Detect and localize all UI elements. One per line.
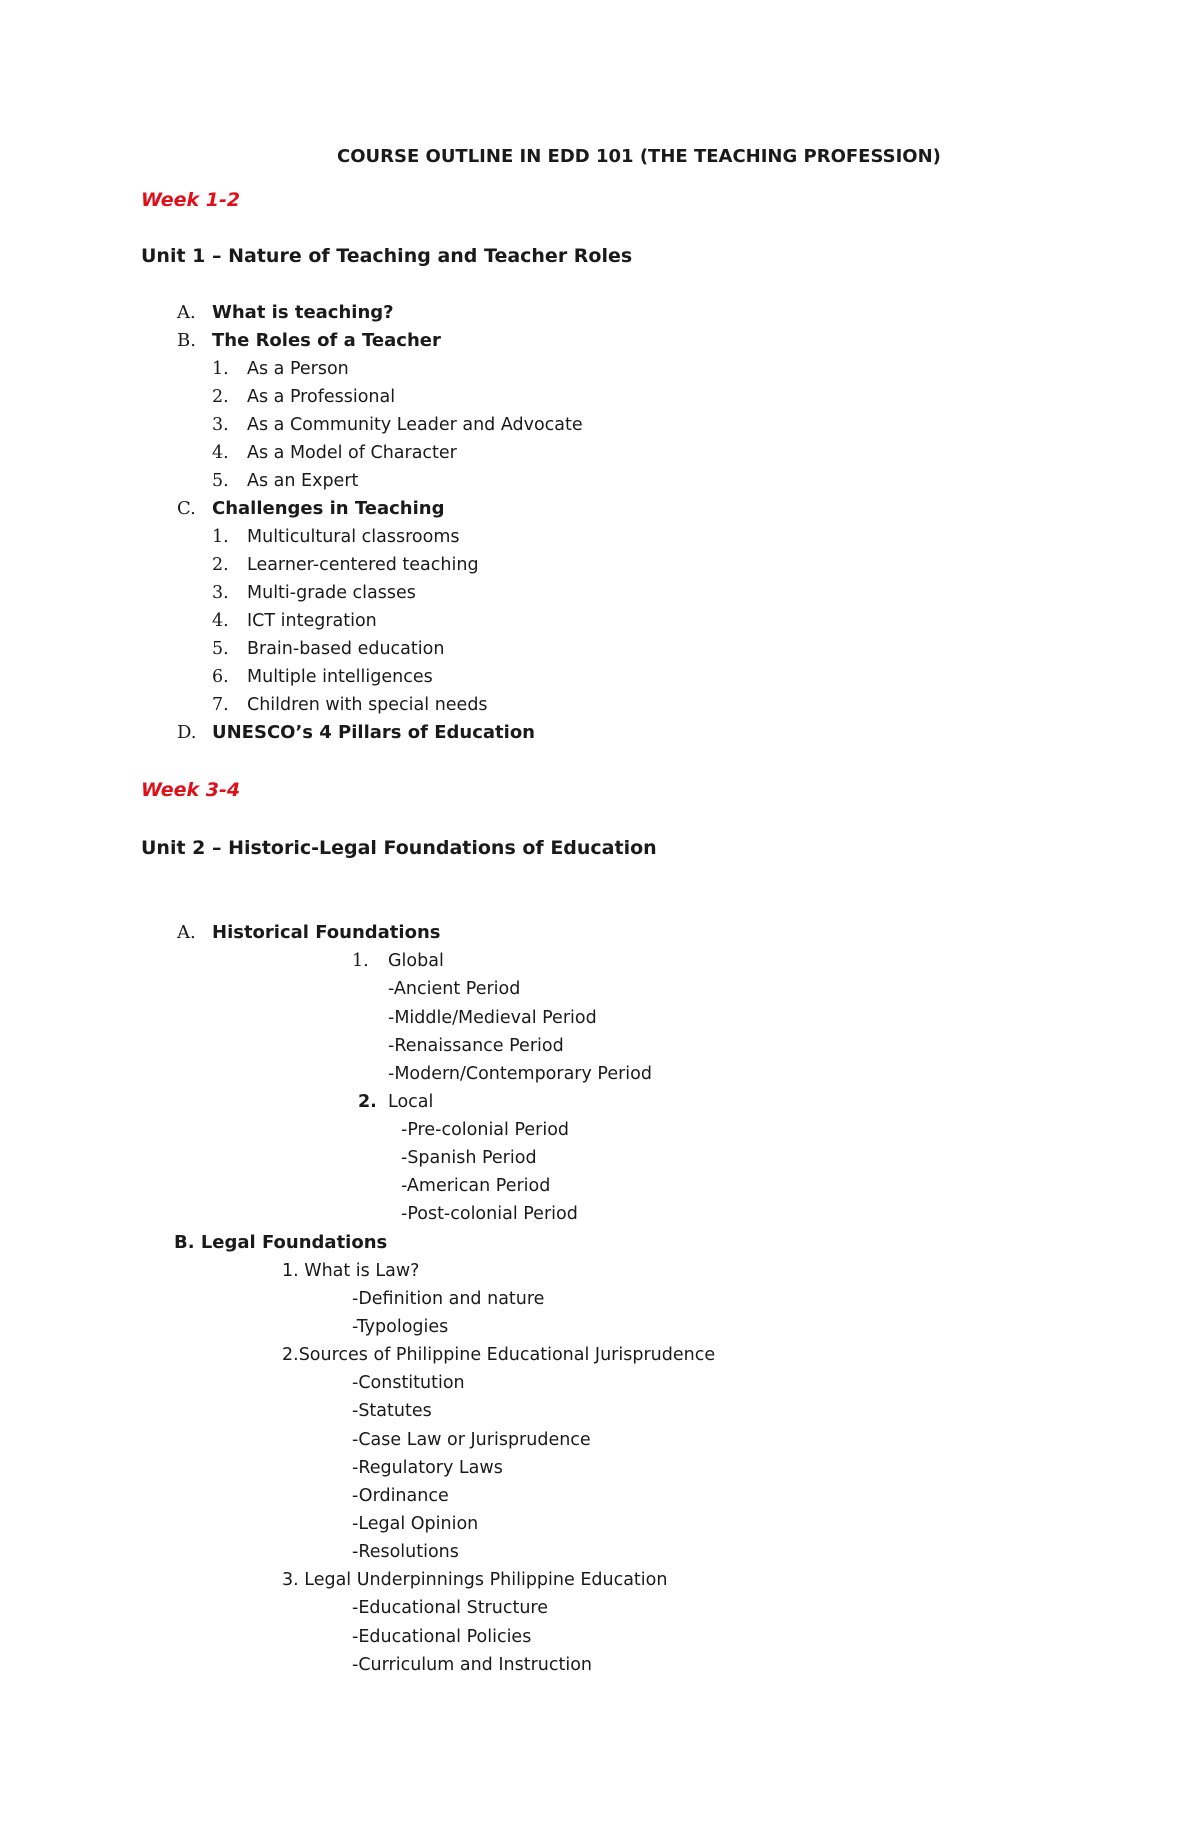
period-item: -Pre-colonial Period: [401, 1120, 570, 1140]
period-item: -Middle/Medieval Period: [388, 1008, 597, 1028]
section-heading: The Roles of a Teacher: [212, 330, 441, 351]
list-item: As a Community Leader and Advocate: [247, 415, 583, 435]
list-item: As a Person: [247, 359, 349, 379]
item-number: 3.: [212, 415, 229, 435]
sub-item: -Statutes: [352, 1401, 432, 1421]
list-item: As a Model of Character: [247, 443, 457, 463]
list-item: As an Expert: [247, 471, 359, 491]
list-item: 2.Sources of Philippine Educational Jurisprudence: [282, 1345, 716, 1365]
list-item: Local: [388, 1092, 434, 1112]
list-item: Multicultural classrooms: [247, 527, 460, 547]
week-1-2-label: Week 1-2: [141, 189, 241, 211]
list-item: As a Professional: [247, 387, 396, 407]
period-item: -Spanish Period: [401, 1148, 537, 1168]
period-item: -Post-colonial Period: [401, 1204, 578, 1224]
document-title: COURSE OUTLINE IN EDD 101 (THE TEACHING PROFESSION): [337, 146, 941, 167]
period-item: -Ancient Period: [388, 979, 521, 999]
period-item: -Renaissance Period: [388, 1036, 564, 1056]
unit-2-heading: Unit 2 – Historic-Legal Foundations of Education: [141, 837, 657, 859]
list-item: Global: [388, 951, 444, 971]
sub-item: -Definition and nature: [352, 1289, 545, 1309]
item-number: 7.: [212, 695, 229, 715]
item-number: 5.: [212, 471, 229, 491]
section-letter: C.: [177, 498, 196, 519]
period-item: -American Period: [401, 1176, 551, 1196]
item-number: 2.: [212, 555, 229, 575]
sub-item: -Resolutions: [352, 1542, 459, 1562]
sub-item: -Constitution: [352, 1373, 465, 1393]
period-item: -Modern/Contemporary Period: [388, 1064, 652, 1084]
item-number: 6.: [212, 667, 229, 687]
section-letter: B.: [177, 330, 196, 351]
week-3-4-label: Week 3-4: [141, 779, 241, 801]
list-item: 3. Legal Underpinnings Philippine Education: [282, 1570, 668, 1590]
list-item: Multi-grade classes: [247, 583, 416, 603]
list-item: Children with special needs: [247, 695, 488, 715]
sub-item: -Educational Structure: [352, 1598, 548, 1618]
section-heading: Historical Foundations: [212, 922, 441, 943]
section-heading: What is teaching?: [212, 302, 394, 323]
section-heading: B. Legal Foundations: [174, 1232, 388, 1253]
item-number: 4.: [212, 443, 229, 463]
sub-item: -Curriculum and Instruction: [352, 1655, 592, 1675]
section-letter: D.: [177, 722, 197, 743]
list-item: 1. What is Law?: [282, 1261, 420, 1281]
section-heading: Challenges in Teaching: [212, 498, 445, 519]
sub-item: -Ordinance: [352, 1486, 449, 1506]
sub-item: -Legal Opinion: [352, 1514, 479, 1534]
item-number: 1.: [212, 359, 229, 379]
list-item: Learner-centered teaching: [247, 555, 479, 575]
item-number: 2.: [212, 387, 229, 407]
item-number: 5.: [212, 639, 229, 659]
list-item: Brain-based education: [247, 639, 445, 659]
unit-1-heading: Unit 1 – Nature of Teaching and Teacher Roles: [141, 245, 633, 267]
section-heading: UNESCO’s 4 Pillars of Education: [212, 722, 535, 743]
sub-item: -Regulatory Laws: [352, 1458, 503, 1478]
sub-item: -Typologies: [352, 1317, 449, 1337]
item-number: 4.: [212, 611, 229, 631]
list-item: ICT integration: [247, 611, 377, 631]
list-item: Multiple intelligences: [247, 667, 433, 687]
sub-item: -Educational Policies: [352, 1627, 532, 1647]
item-number: 3.: [212, 583, 229, 603]
section-letter: A.: [177, 922, 196, 943]
item-number: 1.: [352, 951, 369, 971]
section-letter: A.: [177, 302, 196, 323]
item-number: 2.: [358, 1092, 377, 1112]
item-number: 1.: [212, 527, 229, 547]
sub-item: -Case Law or Jurisprudence: [352, 1430, 591, 1450]
